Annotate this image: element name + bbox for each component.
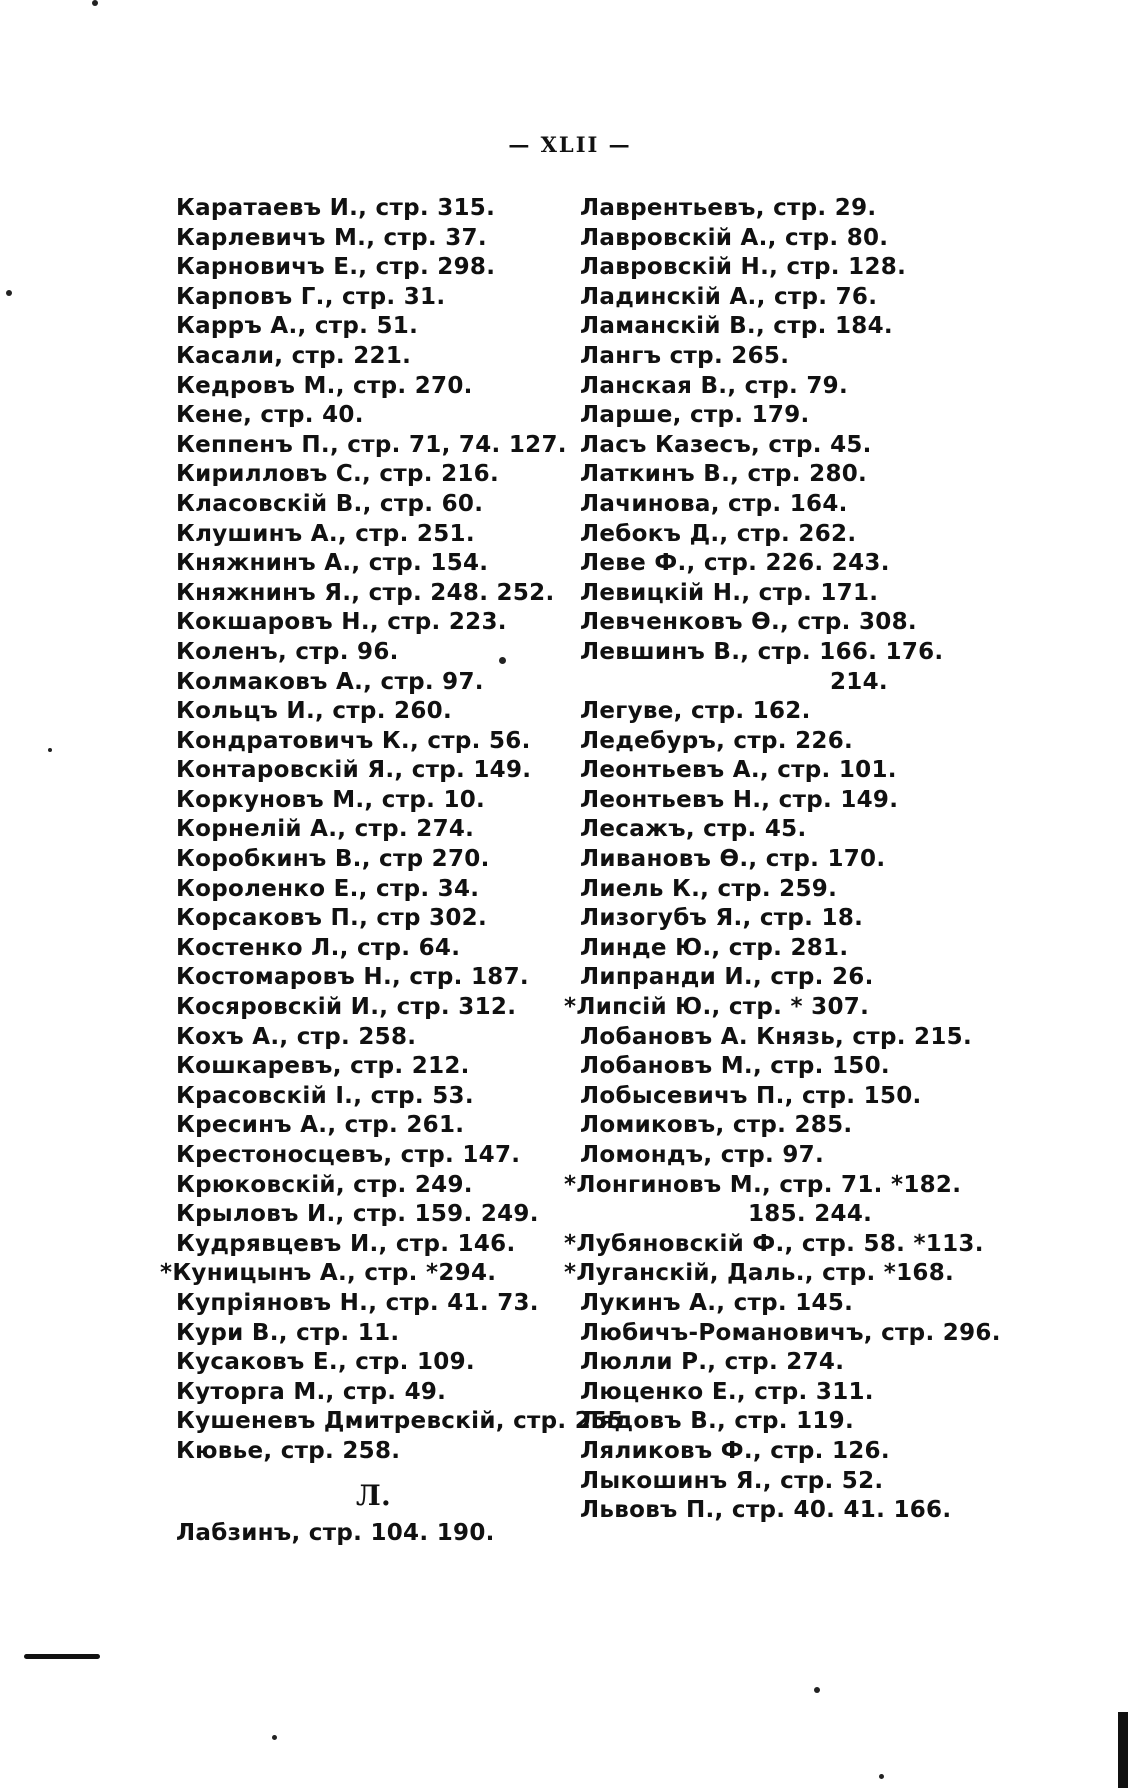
index-entry: Кошкаревъ, стр. 212.: [176, 1053, 470, 1080]
index-entry: *Лонгиновъ М., стр. 71. *182.: [564, 1171, 962, 1198]
index-entry: Каратаевъ И., стр. 315.: [176, 195, 496, 221]
index-entry: Ломондъ, стр. 97.: [580, 1142, 825, 1168]
index-entry: Кусаковъ Е., стр. 109.: [176, 1349, 475, 1376]
index-entry: Карръ А., стр. 51.: [176, 313, 419, 340]
index-entry: Лабзинъ, стр. 104. 190.: [176, 1519, 495, 1546]
index-entry: Коробкинъ В., стр 270.: [176, 846, 490, 873]
scan-speck: [879, 1774, 884, 1779]
index-entry: Львовъ П., стр. 40. 41. 166.: [580, 1497, 952, 1524]
index-entry: Колмаковъ А., стр. 97.: [176, 668, 484, 695]
index-column-right: [564, 194, 1050, 1526]
index-entry: Лобысевичъ П., стр. 150.: [580, 1082, 922, 1109]
index-entry: *Липсій Ю., стр. * 307.: [564, 994, 870, 1021]
index-entry: Карлевичъ М., стр. 37.: [176, 224, 487, 251]
right-entry-list-2: [564, 697, 1050, 1200]
index-entry: Княжнинъ Я., стр. 248. 252.: [176, 579, 555, 606]
index-entry: Леонтьевъ А., стр. 101.: [580, 757, 897, 784]
index-entry: Лавровскій А., стр. 80.: [580, 224, 889, 251]
index-entry: Лобановъ А. Князь, стр. 215.: [580, 1023, 972, 1050]
index-entry: Касали, стр. 221.: [176, 342, 412, 369]
index-entry: Кохъ А., стр. 258.: [176, 1023, 417, 1050]
index-entry: Любичъ-Романовичъ, стр. 296.: [580, 1319, 1001, 1346]
index-entry: Ларше, стр. 179.: [580, 402, 810, 429]
index-entry-continuation: 214.: [830, 668, 888, 695]
index-entry: Левченковъ Ѳ., стр. 308.: [580, 609, 917, 636]
index-entry: Левшинъ В., стр. 166. 176.: [580, 638, 944, 665]
index-entry: Лядовъ В., стр. 119.: [580, 1408, 855, 1435]
index-entry: Корсаковъ П., стр 302.: [176, 905, 487, 932]
index-entry: Лесажъ, стр. 45.: [580, 816, 807, 843]
index-entry: Контаровскій Я., стр. 149.: [176, 757, 532, 784]
index-entry: Люлли Р., стр. 274.: [580, 1349, 845, 1376]
index-entry: Кушеневъ Дмитревскій, стр. 255.: [176, 1408, 633, 1435]
index-entry: Класовскій В., стр. 60.: [176, 490, 484, 517]
scan-speck: [92, 0, 98, 6]
index-entry: Легуве, стр. 162.: [580, 698, 811, 725]
index-entry: Короленко Е., стр. 34.: [176, 875, 480, 902]
index-entry: Красовскій І., стр. 53.: [176, 1082, 474, 1109]
index-entry: Крестоносцевъ, стр. 147.: [176, 1142, 521, 1168]
index-entry: Кольцъ И., стр. 260.: [176, 698, 452, 725]
index-entry: Костомаровъ Н., стр. 187.: [176, 964, 529, 991]
index-entry: Левицкій Н., стр. 171.: [580, 579, 879, 606]
index-entry: *Куницынъ А., стр. *294.: [160, 1260, 497, 1287]
page-number-header: — XLII —: [508, 132, 632, 157]
index-entry: Латкинъ В., стр. 280.: [580, 461, 868, 488]
right-entry-list: [580, 194, 1050, 668]
index-entry: Кене, стр. 40.: [176, 402, 364, 429]
right-entry-list-3: [564, 1230, 1050, 1526]
index-entry: Лавровскій Н., стр. 128.: [580, 254, 907, 281]
index-entry: Ломиковъ, стр. 285.: [580, 1112, 853, 1139]
index-entry: Кондратовичъ К., стр. 56.: [176, 727, 531, 754]
left-entry-list: [160, 194, 633, 1467]
index-entry: Ляликовъ Ф., стр. 126.: [580, 1437, 890, 1464]
index-entry: Крыловъ И., стр. 159. 249.: [176, 1201, 539, 1228]
index-entry: Ладинскій А., стр. 76.: [580, 283, 878, 310]
index-entry: Коленъ, стр. 96.: [176, 638, 399, 665]
index-entry: Карповъ Г., стр. 31.: [176, 283, 446, 310]
index-entry: Косяровскій И., стр. 312.: [176, 994, 517, 1021]
index-entry: Кеппенъ П., стр. 71, 74. 127.: [176, 431, 567, 458]
index-entry: Лобановъ М., стр. 150.: [580, 1053, 890, 1080]
index-column-left: [160, 194, 633, 1548]
scan-speck: [272, 1735, 277, 1740]
index-entry: Крюковскій, стр. 249.: [176, 1171, 473, 1198]
index-entry: Леонтьевъ Н., стр. 149.: [580, 786, 899, 813]
index-entry: Костенко Л., стр. 64.: [176, 934, 461, 961]
index-entry: Лачинова, стр. 164.: [580, 490, 848, 517]
left-after-section-list: [176, 1519, 596, 1549]
index-entry: Леве Ф., стр. 226. 243.: [580, 550, 890, 577]
index-entry: Корнелій А., стр. 274.: [176, 816, 475, 843]
index-entry: Лыкошинъ Я., стр. 52.: [580, 1467, 884, 1494]
index-entry: Кудрявцевъ И., стр. 146.: [176, 1230, 516, 1257]
index-entry: Кресинъ А., стр. 261.: [176, 1112, 465, 1139]
index-entry: Лукинъ А., стр. 145.: [580, 1289, 854, 1316]
index-entry: Куторга М., стр. 49.: [176, 1378, 447, 1405]
scan-speck: [6, 290, 12, 296]
index-entry: Ледебуръ, стр. 226.: [580, 727, 854, 754]
scan-smudge: [24, 1654, 100, 1659]
index-entry: Карновичъ Е., стр. 298.: [176, 254, 496, 281]
index-entry: Лизогубъ Я., стр. 18.: [580, 905, 864, 932]
scan-speck: [814, 1687, 820, 1693]
index-entry: Линде Ю., стр. 281.: [580, 934, 849, 961]
index-entry: Кокшаровъ Н., стр. 223.: [176, 609, 507, 636]
index-entry: Лебокъ Д., стр. 262.: [580, 520, 857, 547]
scan-speck: [48, 748, 52, 752]
index-entry-continuation: 185. 244.: [748, 1201, 873, 1228]
index-entry: Коркуновъ М., стр. 10.: [176, 786, 486, 813]
index-entry: Ливановъ Ѳ., стр. 170.: [580, 846, 886, 873]
scan-speck: [499, 657, 506, 664]
index-entry: Лиель К., стр. 259.: [580, 875, 838, 902]
index-entry: Лаврентьевъ, стр. 29.: [580, 195, 877, 221]
index-entry: Кювье, стр. 258.: [176, 1437, 401, 1464]
index-entry: Люценко Е., стр. 311.: [580, 1378, 874, 1405]
index-entry: Кирилловъ С., стр. 216.: [176, 461, 500, 488]
index-entry: Ласъ Казесъ, стр. 45.: [580, 431, 872, 458]
index-entry: *Лубяновскій Ф., стр. 58. *113.: [564, 1230, 984, 1257]
index-entry: Липранди И., стр. 26.: [580, 964, 874, 991]
index-entry: Кури В., стр. 11.: [176, 1319, 400, 1346]
scan-edge-mark: [1118, 1712, 1128, 1788]
index-entry: Княжнинъ А., стр. 154.: [176, 550, 489, 577]
index-entry: Лангъ стр. 265.: [580, 342, 790, 369]
index-entry: Ламанскій В., стр. 184.: [580, 313, 893, 340]
index-entry: Купріяновъ Н., стр. 41. 73.: [176, 1289, 539, 1316]
index-entry: Кедровъ М., стр. 270.: [176, 372, 473, 399]
index-entry: *Луганскій, Даль., стр. *168.: [564, 1260, 955, 1287]
section-letter-l: Л.: [356, 1478, 392, 1512]
index-entry: Клушинъ А., стр. 251.: [176, 520, 475, 547]
index-entry: Ланская В., стр. 79.: [580, 372, 848, 399]
